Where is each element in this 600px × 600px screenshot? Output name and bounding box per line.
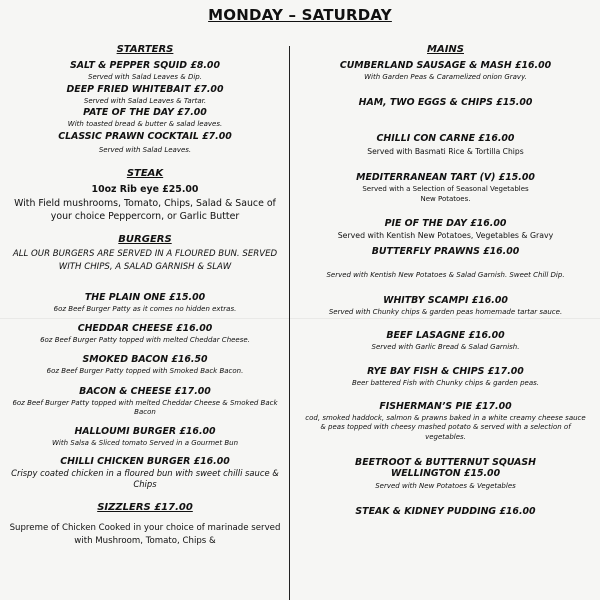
menu-item-desc: Served with Garlic Bread & Salad Garnish. [371,342,520,351]
menu-item-name: BEEF LASAGNE £16.00 [386,329,505,341]
menu-item-desc: Beer battered Fish with Chunky chips & garden peas. [351,379,540,387]
starters-heading: STARTERS [116,44,174,55]
menu-item-name: CHEDDAR CHEESE £16.00 [77,322,213,334]
menu-item-desc: 6oz Beef Burger Patty as it comes no hidden extras. [53,305,237,313]
menu-item-name: HAM, TWO EGGS & CHIPS £15.00 [358,96,533,108]
left-column [0,44,290,548]
menu-item-name: CLASSIC PRAWN COCKTAIL £7.00 [58,130,232,142]
steak-heading: STEAK [126,168,164,179]
menu-item-name: WHITBY SCAMPI £16.00 [383,295,508,306]
menu-item-name: CHILLI CON CARNE £16.00 [376,132,515,144]
menu-item-name: FISHERMAN’S PIE £17.00 [379,400,512,412]
menu-item-name: PIE OF THE DAY £16.00 [384,218,507,229]
menu-item-name: DEEP FRIED WHITEBAIT £7.00 [66,83,224,95]
right-column [291,44,600,517]
menu-item-desc: Served with Kentish New Potatoes & Salad Garnish. Sweet Chill Dip. [326,270,565,279]
menu-item-name: SMOKED BACON £16.50 [82,354,208,365]
menu-item-desc: Served with Kentish New Potatoes, Vegetables & Gravy [337,231,554,240]
menu-item-name: STEAK & KIDNEY PUDDING £16.00 [355,505,536,517]
sizzlers-desc: Supreme of Chicken Cooked in your choice of marinade served with Mushroom, Tomato, Chips & [9,523,281,546]
menu-item-desc: With toasted bread & butter & salad leaves. [67,120,223,128]
steak-name: 10oz Rib eye £25.00 [91,184,199,195]
page-title: MONDAY – SATURDAY [208,6,392,24]
mains-heading: MAINS [427,44,464,55]
menu-item-name: PATE OF THE DAY £7.00 [83,107,207,118]
menu-item-name: BUTTERFLY PRAWNS £16.00 [371,245,520,257]
menu-item-desc: Served with a Selection of Seasonal Vegetables New Potatoes. [362,185,529,203]
menu-item-name: HALLOUMI BURGER £16.00 [74,425,216,437]
steak-desc: With Field mushrooms, Tomato, Chips, Salad & Sauce of your choice Peppercorn, or Garlic Butter [14,198,276,222]
menu-item-name: CHILLI CHICKEN BURGER £16.00 [60,456,230,467]
menu-item-desc: 6oz Beef Burger Patty topped with melted Cheddar Cheese & Smoked Back Bacon [12,398,278,416]
menu-item-desc: Served with Salad Leaves. [98,145,192,154]
menu-item-desc: cod, smoked haddock, salmon & prawns baked in a white creamy cheese sauce & peas topped with cheesy mashed potato & served with a selection of vegetables. [305,413,586,441]
menu-item-desc: 6oz Beef Burger Patty topped with Smoked Back Bacon. [46,367,244,375]
menu-item-name: THE PLAIN ONE £15.00 [84,292,206,303]
menu-item-name: BACON & CHEESE £17.00 [79,385,211,397]
menu-item-desc: With Garden Peas & Caramelized onion Gravy. [364,73,527,81]
sizzlers-heading: SIZZLERS £17.00 [97,502,193,513]
menu-item-name: BEETROOT & BUTTERNUT SQUASH WELLINGTON £15.00 [355,457,536,479]
menu-item-name: RYE BAY FISH & CHIPS £17.00 [367,366,524,377]
menu-item-desc: Served with Chunky chips & garden peas homemade tartar sauce. [328,308,563,316]
burgers-intro: ALL OUR BURGERS ARE SERVED IN A FLOURED BUN. SERVED WITH CHIPS, A SALAD GARNISH & SLAW [12,249,278,272]
menu-item-name: CUMBERLAND SAUSAGE & MASH £16.00 [339,60,552,71]
menu-item-name: MEDITERRANEAN TART (V) £15.00 [356,172,535,183]
menu-item-desc: With Salsa & Sliced tomato Served in a Gourmet Bun [52,438,238,447]
menu-item-desc: 6oz Beef Burger Patty topped with melted Cheddar Cheese. [40,335,250,344]
menu-item-desc: Crispy coated chicken in a floured bun with sweet chilli sauce & Chips [11,468,279,489]
menu-item-desc: Served with Salad Leaves & Dip. [88,73,202,81]
burgers-heading: BURGERS [118,234,172,245]
menu-item-name: SALT & PEPPER SQUID £8.00 [70,60,220,71]
menu-item-desc: Served with Basmati Rice & Tortilla Chips [367,146,524,156]
menu-item-desc: Served with Salad Leaves & Tartar. [83,96,207,105]
menu-item-desc: Served with New Potatoes & Vegetables [375,482,516,490]
